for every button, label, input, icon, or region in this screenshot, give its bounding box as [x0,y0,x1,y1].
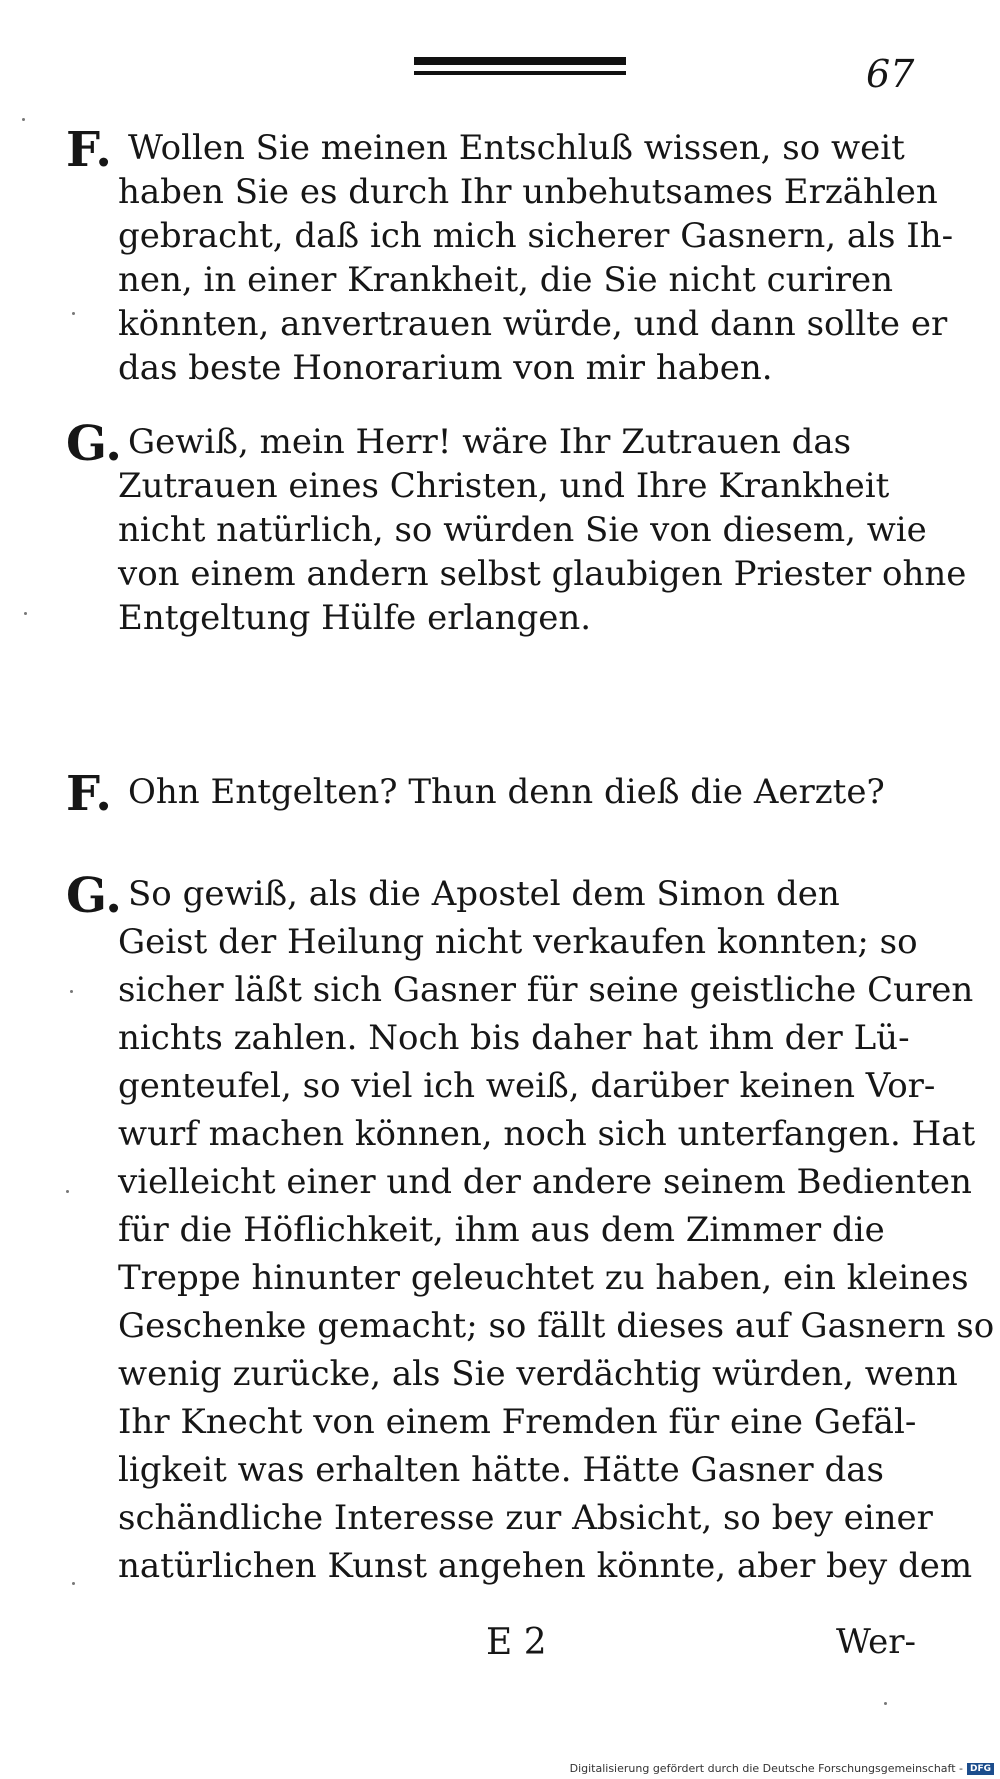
speaker-label: G. [66,868,122,924]
text-line: ligkeit was erhalten hätte. Hätte Gasner das [118,1450,884,1490]
text-line: Geist der Heilung nicht verkaufen konnten; so [118,922,918,962]
text-line: Gewiß, mein Herr! wäre Ihr Zutrauen das [128,422,852,462]
header-rule-thin [414,71,626,75]
dfg-logo: DFG [967,1763,994,1775]
catchword: Wer- [836,1622,917,1662]
text-line: schändliche Interesse zur Absicht, so bey einer [118,1498,933,1538]
credit-text: Digitalisierung gefördert durch die Deutsche Forschungsgemeinschaft - [569,1762,963,1775]
text-line: wurf machen können, noch sich unterfangen. Hat [118,1114,976,1154]
speaker-label: F. [66,122,112,178]
print-speck [24,612,27,615]
text-line: Treppe hinunter geleuchtet zu haben, ein kleines [118,1258,969,1298]
text-line: haben Sie es durch Ihr unbehutsames Erzählen [118,172,938,212]
header-rule-thick [414,57,626,65]
text-line: So gewiß, als die Apostel dem Simon den [128,874,840,914]
text-line: gebracht, daß ich mich sicherer Gasnern, als Ih- [118,216,954,256]
text-line: könnten, anvertrauen würde, und dann sollte er [118,304,948,344]
text-line: nen, in einer Krankheit, die Sie nicht curiren [118,260,893,300]
speaker-label: F. [66,766,112,822]
print-speck [72,312,75,315]
signature-mark: E 2 [486,1622,547,1663]
text-line: Ohn Entgelten? Thun denn dieß die Aerzte? [128,772,885,812]
text-line: Zutrauen eines Christen, und Ihre Krankheit [118,466,890,506]
text-line: sicher läßt sich Gasner für seine geistliche Curen [118,970,974,1010]
text-line: vielleicht einer und der andere seinem Bedienten [118,1162,972,1202]
text-line: wenig zurücke, als Sie verdächtig würden, wenn [118,1354,958,1394]
page-number: 67 [866,52,915,96]
text-line: das beste Honorarium von mir haben. [118,348,773,388]
print-speck [66,1190,69,1193]
text-line: nicht natürlich, so würden Sie von diesem, wie [118,510,927,550]
text-line: natürlichen Kunst angehen könnte, aber bey dem [118,1546,973,1586]
text-line: nichts zahlen. Noch bis daher hat ihm der Lü- [118,1018,910,1058]
text-line: genteufel, so viel ich weiß, darüber keinen Vor- [118,1066,936,1106]
text-line: von einem andern selbst glaubigen Priester ohne [118,554,967,594]
text-line: Entgeltung Hülfe erlangen. [118,598,592,638]
print-speck [884,1702,887,1705]
print-speck [70,990,73,993]
text-line: für die Höflichkeit, ihm aus dem Zimmer die [118,1210,885,1250]
text-line: Wollen Sie meinen Entschluß wissen, so weit [128,128,905,168]
print-speck [22,118,25,121]
digitization-credit [570,1762,994,1775]
speaker-label: G. [66,416,122,472]
text-line: Geschenke gemacht; so fällt dieses auf Gasnern so [118,1306,995,1346]
print-speck [72,1582,75,1585]
text-line: Ihr Knecht von einem Fremden für eine Gefäl- [118,1402,917,1442]
